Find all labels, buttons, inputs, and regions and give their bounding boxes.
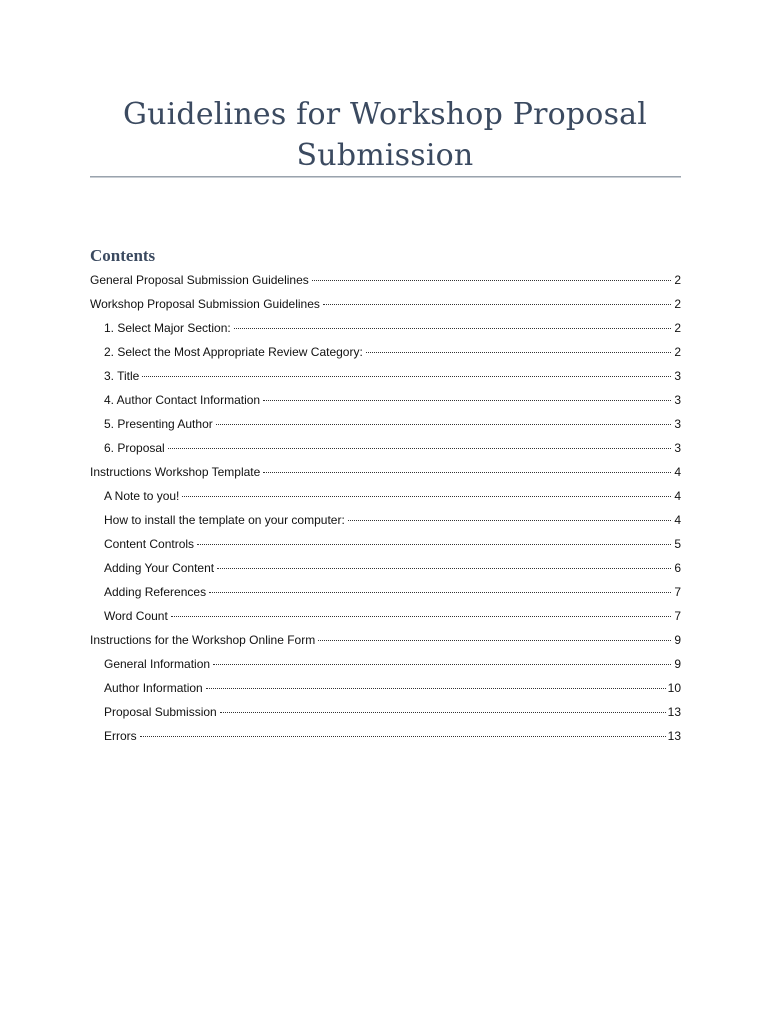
toc-entry[interactable] [90, 580, 681, 604]
toc-entry[interactable] [90, 724, 681, 748]
toc-entry[interactable] [90, 340, 681, 364]
toc-page-number: 13 [667, 705, 681, 719]
toc-entry[interactable] [90, 268, 681, 292]
toc-entry[interactable] [90, 364, 681, 388]
toc-dot-leader [263, 471, 671, 473]
toc-dot-leader [142, 375, 671, 377]
toc-dot-leader [197, 543, 671, 545]
toc-entry[interactable] [90, 292, 681, 316]
toc-page-number: 2 [674, 321, 681, 335]
toc-entry[interactable] [90, 652, 681, 676]
toc-dot-leader [140, 735, 666, 737]
toc-page-number: 3 [674, 369, 681, 383]
toc-entry-label: 3. Title [104, 369, 140, 383]
toc-entry[interactable] [90, 436, 681, 460]
toc-entry-label: 2. Select the Most Appropriate Review Category: [104, 345, 363, 359]
toc-entry[interactable] [90, 508, 681, 532]
toc-page-number: 4 [674, 489, 681, 503]
toc-entry-label: Errors [104, 729, 137, 743]
toc-entry-label: 6. Proposal [104, 441, 165, 455]
toc-dot-leader [182, 495, 671, 497]
toc-entry-label: General Information [104, 657, 211, 671]
toc-dot-leader [366, 351, 671, 353]
toc-entry-label: Author Information [104, 681, 203, 695]
toc-entry[interactable] [90, 460, 681, 484]
toc-entry-label: Instructions Workshop Template [90, 465, 261, 479]
toc-entry-label: Adding Your Content [104, 561, 215, 575]
toc-dot-leader [206, 687, 666, 689]
toc-dot-leader [348, 519, 671, 521]
toc-page-number: 4 [674, 513, 681, 527]
toc-dot-leader [312, 279, 671, 281]
document-title: Guidelines for Workshop Proposal Submission [122, 97, 648, 173]
contents-heading: Contents [90, 246, 156, 265]
toc-page-number: 9 [674, 633, 681, 647]
toc-dot-leader [216, 423, 671, 425]
toc-page-number: 2 [674, 345, 681, 359]
toc-entry-label: Workshop Proposal Submission Guidelines [90, 297, 320, 311]
toc-page-number: 9 [674, 657, 681, 671]
toc-entry-label: Instructions for the Workshop Online Form [90, 633, 316, 647]
toc-page-number: 7 [674, 609, 681, 623]
toc-entry[interactable] [90, 700, 681, 724]
toc-entry-label: Proposal Submission [104, 705, 217, 719]
toc-page-number: 5 [674, 537, 681, 551]
toc-page-number: 3 [674, 417, 681, 431]
toc-dot-leader [209, 591, 671, 593]
toc-page-number: 3 [674, 393, 681, 407]
toc-entry[interactable] [90, 604, 681, 628]
toc-entry[interactable] [90, 484, 681, 508]
toc-entry[interactable] [90, 388, 681, 412]
toc-dot-leader [263, 399, 671, 401]
toc-page-number: 3 [674, 441, 681, 455]
toc-entry-label: Word Count [104, 609, 168, 623]
toc-dot-leader [318, 639, 671, 641]
toc-entry[interactable] [90, 556, 681, 580]
toc-entry[interactable] [90, 316, 681, 340]
toc-entry[interactable] [90, 676, 681, 700]
toc-entry-label: Adding References [104, 585, 207, 599]
toc-entry-label: A Note to you! [104, 489, 180, 503]
toc-page-number: 2 [674, 273, 681, 287]
toc-dot-leader [168, 447, 671, 449]
toc-dot-leader [323, 303, 671, 305]
toc-entry[interactable] [90, 628, 681, 652]
toc-page-number: 6 [674, 561, 681, 575]
toc-entry-label: 1. Select Major Section: [104, 321, 231, 335]
toc-entry[interactable] [90, 532, 681, 556]
title-divider [90, 176, 681, 178]
toc-entry-label: Content Controls [104, 537, 195, 551]
toc-page-number: 7 [674, 585, 681, 599]
table-of-contents [90, 268, 681, 748]
toc-page-number: 2 [674, 297, 681, 311]
toc-dot-leader [171, 615, 671, 617]
toc-dot-leader [213, 663, 671, 665]
toc-page-number: 10 [667, 681, 681, 695]
toc-page-number: 4 [674, 465, 681, 479]
toc-entry-label: How to install the template on your computer: [104, 513, 345, 527]
toc-page-number: 13 [667, 729, 681, 743]
toc-dot-leader [234, 327, 671, 329]
toc-dot-leader [220, 711, 666, 713]
toc-entry-label: 4. Author Contact Information [104, 393, 261, 407]
toc-entry-label: 5. Presenting Author [104, 417, 213, 431]
toc-dot-leader [217, 567, 671, 569]
toc-entry-label: General Proposal Submission Guidelines [90, 273, 309, 287]
toc-entry[interactable] [90, 412, 681, 436]
